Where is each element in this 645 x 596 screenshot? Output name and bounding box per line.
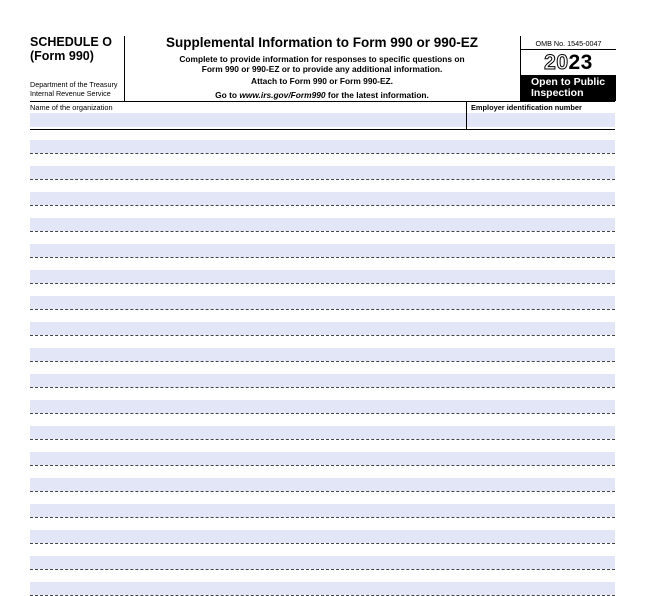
text-line-field[interactable] <box>30 478 615 491</box>
public-inspection-badge: Open to Public Inspection <box>521 75 616 101</box>
text-line-field[interactable] <box>30 426 615 439</box>
text-line[interactable] <box>30 414 615 440</box>
organization-name-cell <box>30 102 467 129</box>
text-line[interactable] <box>30 128 615 154</box>
ein-cell <box>467 102 615 129</box>
text-line[interactable] <box>30 206 615 232</box>
text-line[interactable] <box>30 362 615 388</box>
text-line[interactable] <box>30 336 615 362</box>
text-line[interactable] <box>30 180 615 206</box>
text-line-field[interactable] <box>30 192 615 205</box>
organization-row <box>30 101 615 130</box>
ein-label: Employer identification number <box>471 103 582 112</box>
form-number: (Form 990) <box>30 49 94 63</box>
text-line[interactable] <box>30 570 615 596</box>
text-line[interactable] <box>30 466 615 492</box>
text-line[interactable] <box>30 518 615 544</box>
organization-name-label: Name of the organization <box>30 103 113 112</box>
text-line-field[interactable] <box>30 166 615 179</box>
omb-number: OMB No. 1545-0047 <box>535 39 602 48</box>
text-line[interactable] <box>30 154 615 180</box>
text-line-field[interactable] <box>30 530 615 543</box>
text-line[interactable] <box>30 258 615 284</box>
organization-name-field[interactable] <box>30 113 466 127</box>
form-id-block <box>30 36 125 101</box>
tax-year: 2023 <box>521 49 616 75</box>
text-line[interactable] <box>30 388 615 414</box>
text-line-field[interactable] <box>30 556 615 569</box>
text-line-field[interactable] <box>30 218 615 231</box>
goto-instruction: Go to www.irs.gov/Form990 for the latest information. <box>215 90 429 101</box>
text-line[interactable] <box>30 440 615 466</box>
form-header <box>30 36 615 101</box>
irs-url-link[interactable]: www.irs.gov/Form990 <box>239 90 326 101</box>
text-line-field[interactable] <box>30 504 615 517</box>
text-line-field[interactable] <box>30 374 615 387</box>
omb-year-block <box>520 36 616 101</box>
text-line[interactable] <box>30 284 615 310</box>
schedule-label: SCHEDULE O <box>30 35 112 49</box>
text-line-field[interactable] <box>30 348 615 361</box>
ein-field[interactable] <box>467 113 615 127</box>
text-line-field[interactable] <box>30 270 615 283</box>
text-line-field[interactable] <box>30 582 615 595</box>
department-label: Department of the Treasury Internal Revenue Service <box>30 80 118 98</box>
text-line-field[interactable] <box>30 400 615 413</box>
text-line[interactable] <box>30 310 615 336</box>
text-line-field[interactable] <box>30 296 615 309</box>
attach-instruction: Attach to Form 990 or Form 990-EZ. <box>251 76 393 87</box>
text-line-field[interactable] <box>30 244 615 257</box>
text-line-field[interactable] <box>30 322 615 335</box>
text-line-field[interactable] <box>30 452 615 465</box>
schedule-o-form <box>30 36 615 590</box>
form-title: Supplemental Information to Form 990 or 990-EZ <box>165 35 479 50</box>
title-block <box>125 36 519 101</box>
text-line[interactable] <box>30 544 615 570</box>
text-line[interactable] <box>30 232 615 258</box>
instructions: Complete to provide information for responses to specific questions on Form 990 or 990-EZ or to provide any additional information. <box>179 54 465 75</box>
supplemental-text-area <box>30 128 615 596</box>
text-line-field[interactable] <box>30 140 615 153</box>
text-line[interactable] <box>30 492 615 518</box>
